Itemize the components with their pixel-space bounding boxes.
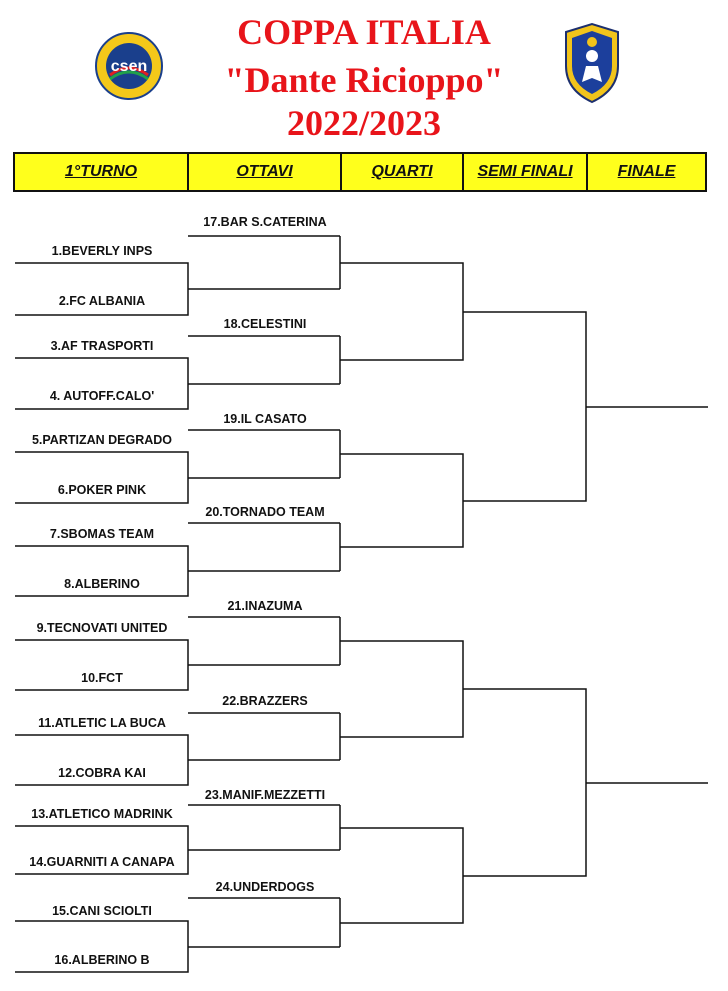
first-round-team: 13.ATLETICO MADRINK (31, 807, 173, 821)
first-round-team: 6.POKER PINK (57, 483, 147, 497)
first-round-team: 2.FC ALBANIA (58, 294, 146, 308)
column-header-1turno: 1°TURNO (15, 154, 189, 190)
ottavi-team: 19.IL CASATO (223, 412, 307, 426)
quarti-bracket (340, 454, 463, 547)
ottavi-team: 20.TORNADO TEAM (205, 505, 325, 519)
title-line-3: 2022/2023 (286, 103, 441, 143)
first-round-team: 7.SBOMAS TEAM (49, 527, 155, 541)
csen-logo-text: csen (110, 58, 148, 75)
first-round-team: 16.ALBERINO B (54, 953, 150, 967)
semi-bracket (463, 689, 586, 876)
quarti-bracket (340, 263, 463, 360)
first-round-team: 12.COBRA KAI (58, 766, 146, 780)
ottavi-team: 24.UNDERDOGS (215, 880, 315, 894)
first-round-team: 15.CANI SCIOLTI (52, 904, 152, 918)
ottavi-team: 22.BRAZZERS (222, 694, 308, 708)
first-round-team: 10.FCT (81, 671, 123, 685)
first-round-team: 5.PARTIZAN DEGRADO (31, 433, 173, 447)
column-header-quarti: QUARTI (342, 154, 464, 190)
title-line-2: "Dante Ricioppo" (224, 60, 504, 100)
quarti-bracket (340, 828, 463, 923)
first-round-team: 9.TECNOVATI UNITED (36, 621, 168, 635)
column-header-finale: FINALE (617, 163, 676, 180)
first-round-team: 3.AF TRASPORTI (50, 339, 154, 353)
ottavi-team: 23.MANIF.MEZZETTI (204, 788, 326, 802)
quarti-bracket (340, 641, 463, 737)
first-round-team: 1.BEVERLY INPS (51, 244, 153, 258)
semi-bracket (463, 312, 586, 501)
first-round-team: 8.ALBERINO (64, 577, 140, 591)
title-line-1: COPPA ITALIA (237, 12, 491, 52)
ottavi-team: 18.CELESTINI (223, 317, 307, 331)
first-round-team: 4. AUTOFF.CALO' (49, 389, 155, 403)
first-round-team: 14.GUARNITI A CANAPA (29, 855, 175, 869)
first-round-team: 11.ATLETIC LA BUCA (38, 716, 166, 730)
ottavi-team: 21.INAZUMA (227, 599, 303, 613)
column-header-ottavi: OTTAVI (189, 154, 342, 190)
ottavi-team: 17.BAR S.CATERINA (203, 215, 327, 229)
column-header-semifinali: SEMI FINALI (464, 154, 588, 190)
